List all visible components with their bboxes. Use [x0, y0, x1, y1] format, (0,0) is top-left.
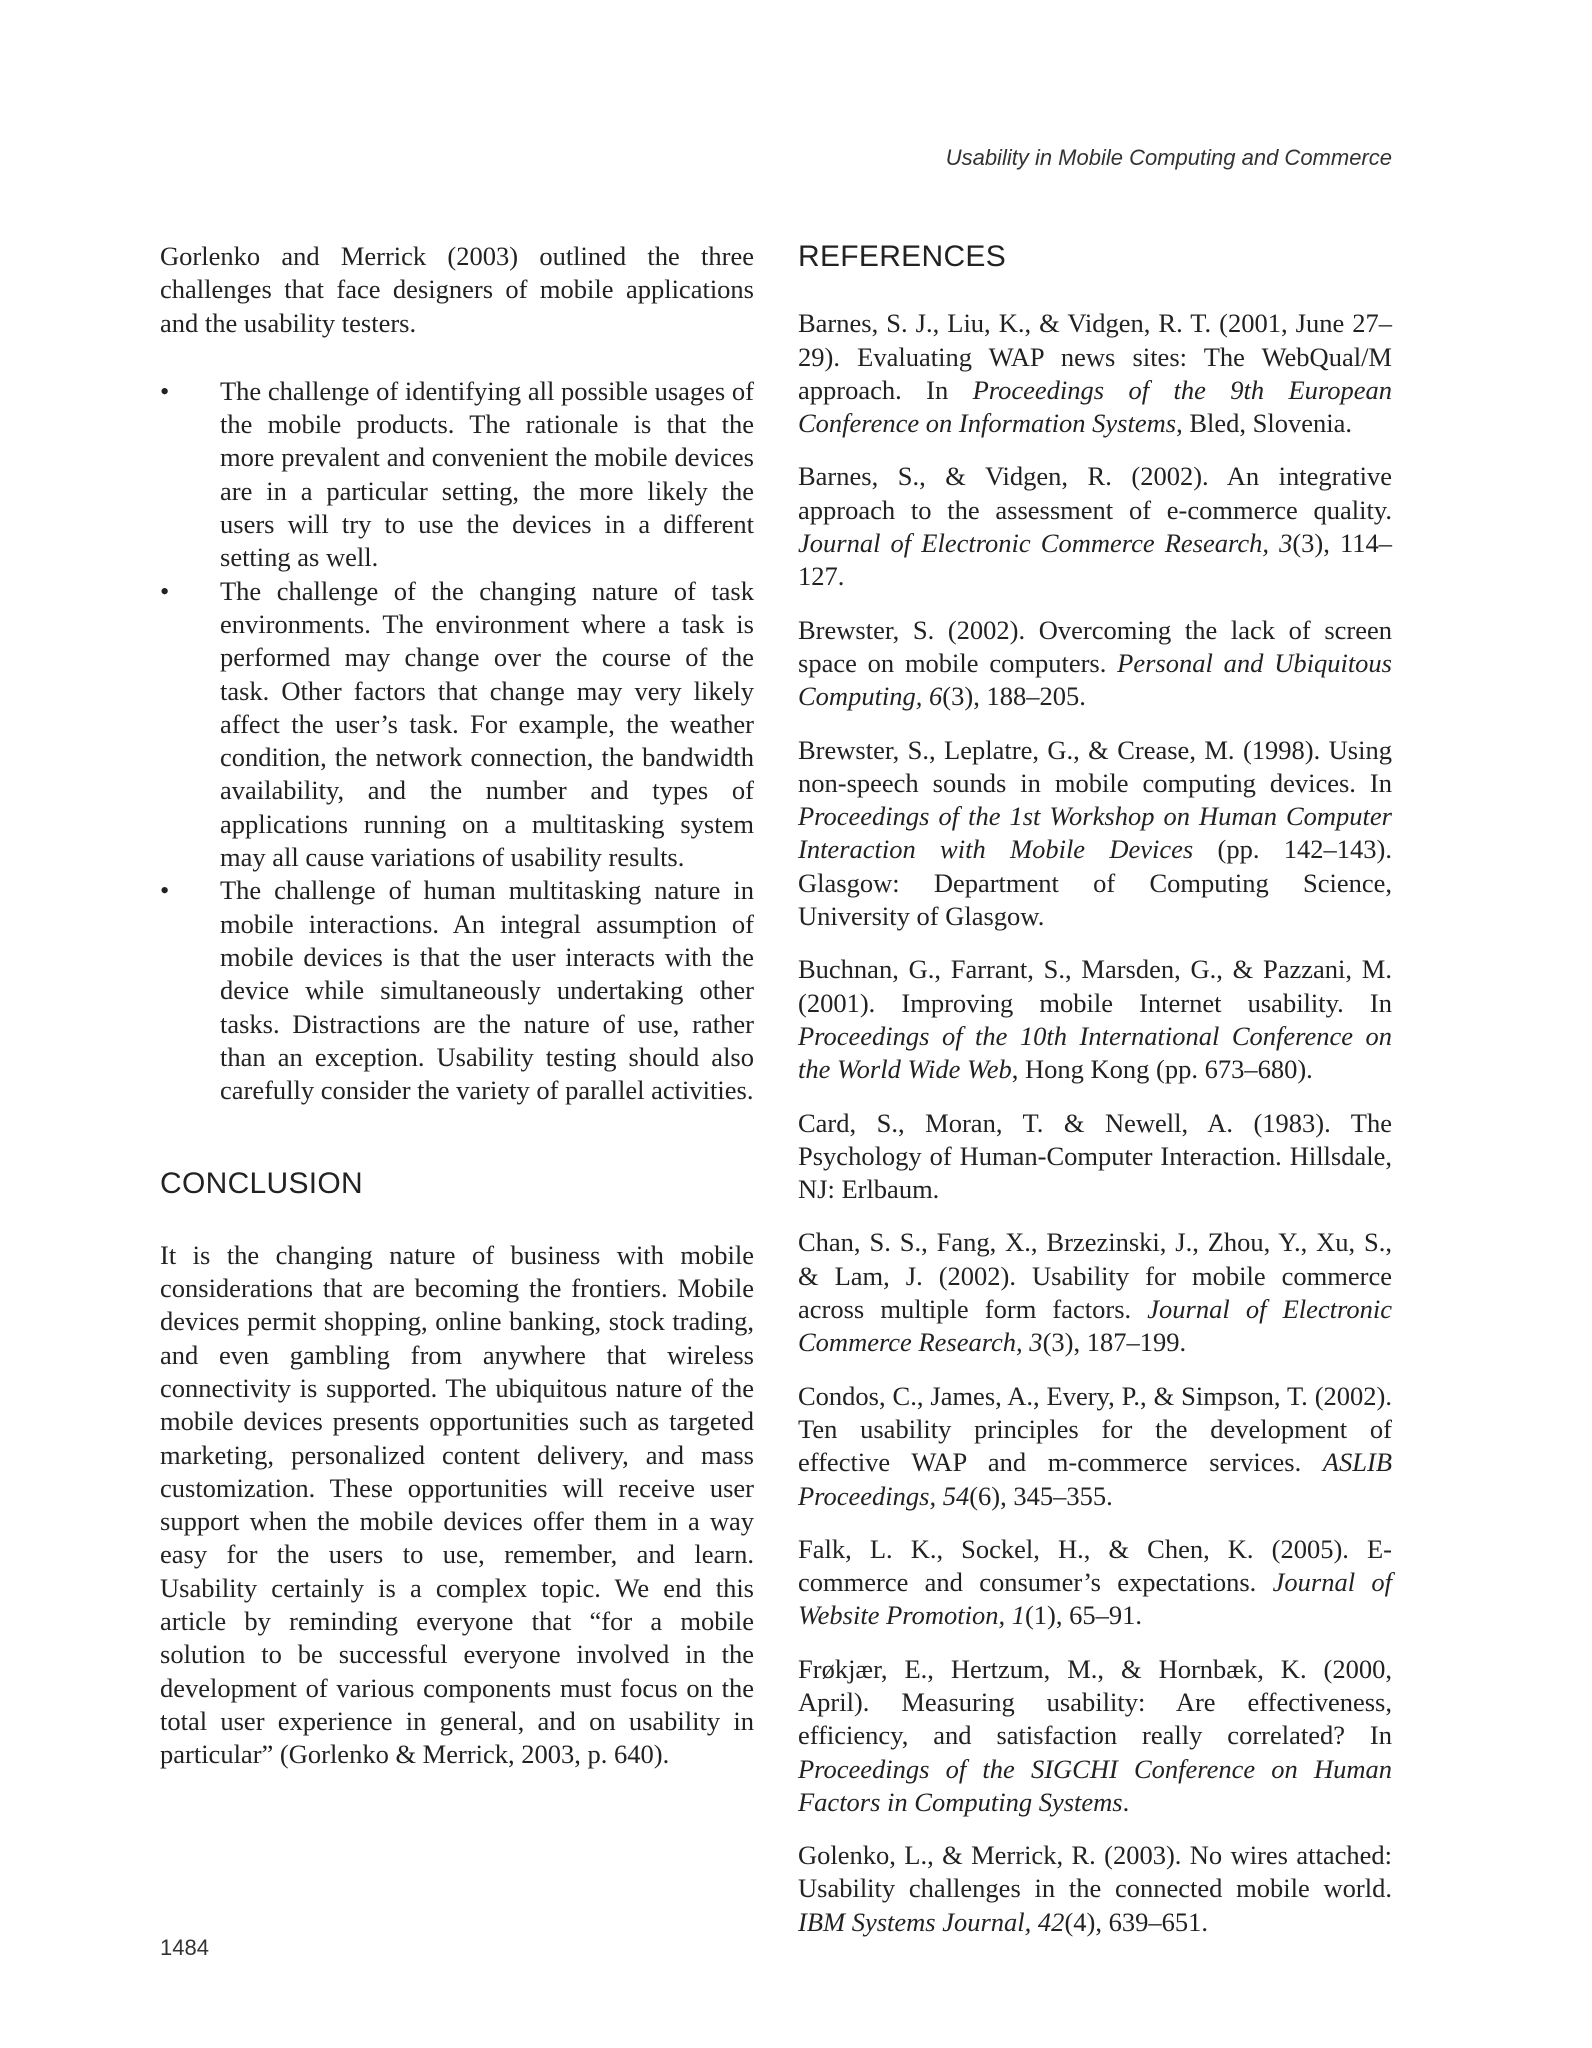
list-item	[160, 375, 754, 575]
reference-source: IBM Systems Journal, 42	[798, 1906, 1065, 1937]
reference-text: (1), 65–91.	[1024, 1600, 1142, 1631]
reference-source: Proceedings of the SIGCHI Conference on Human Factors in Computing Systems	[798, 1753, 1392, 1817]
reference-source: ASLIB Proceedings, 54	[798, 1447, 1392, 1511]
reference-text: Barnes, S. J., Liu, K., & Vidgen, R. T. (2001, June 27–29). Evaluating WAP news sites: The WebQual/M approach. In	[798, 308, 1392, 405]
reference-entry	[798, 1533, 1392, 1633]
list-item	[160, 575, 754, 875]
reference-text: (4), 639–651.	[1064, 1906, 1208, 1937]
reference-text: Chan, S. S., Fang, X., Brzezinski, J., Zhou, Y., Xu, S., & Lam, J. (2002). Usability for mobile commerce across multiple form factors.	[798, 1227, 1392, 1325]
reference-text: Brewster, S., Leplatre, G., & Crease, M. (1998). Using non-speech sounds in mobile computing devices. In	[798, 734, 1392, 798]
bullet-icon: •	[160, 375, 170, 406]
reference-text: Condos, C., James, A., Every, P., & Simpson, T. (2002). Ten usability principles for the development of effective WAP and m-commerce services.	[798, 1380, 1392, 1478]
conclusion-paragraph: It is the changing nature of business with mobile considerations that are becoming the frontiers. Mobile devices permit shopping, online banking, stock trading, and even gambling from anywhere that wireless connectivity is supported. The ubiquitous nature of the mobile devices presents opportunities such as targeted marketing, personalized content delivery, and mass customization. These opportunities will receive user support when the mobile devices offer them in a way easy for the users to use, remember, and learn. Usability certainly is a complex topic. We end this article by reminding everyone that “for a mobile solution to be successful everyone involved in the development of various components must focus on the total user experience in general, and on usability in particular” (Gorlenko & Merrick, 2003, p. 640).	[160, 1239, 754, 1770]
reference-text: Buchnan, G., Farrant, S., Marsden, G., & Pazzani, M. (2001). Improving mobile Internet usability. In	[798, 954, 1392, 1018]
reference-text: (3), 114–127.	[798, 528, 1393, 592]
running-head: Usability in Mobile Computing and Commerce	[945, 145, 1392, 170]
reference-source: Journal of Website Promotion, 1	[798, 1567, 1392, 1631]
reference-list	[798, 307, 1392, 1939]
reference-source: Journal of Electronic Commerce Research, 3	[798, 1294, 1392, 1358]
reference-entry	[798, 953, 1392, 1086]
reference-entry	[798, 1226, 1392, 1359]
reference-source: Proceedings of the 1st Workshop on Human Computer Interaction with Mobile Devices	[798, 801, 1392, 865]
reference-text: , Hong Kong (pp. 673–680).	[1011, 1054, 1313, 1085]
conclusion-heading: CONCLUSION	[160, 1167, 364, 1201]
reference-source: Journal of Electronic Commerce Research, 3	[798, 528, 1293, 559]
reference-text: Card, S., Moran, T. & Newell, A. (1983). The Psychology of Human-Computer Interaction. Hillsdale, NJ: Erlbaum.	[798, 1107, 1392, 1205]
reference-text: .	[1122, 1786, 1130, 1817]
right-column	[798, 240, 1392, 1959]
reference-text: Barnes, S., & Vidgen, R. (2002). An integrative approach to the assessment of e-commerce quality.	[798, 461, 1392, 525]
reference-entry	[798, 307, 1392, 440]
reference-text: , Bled, Slovenia.	[1176, 408, 1352, 439]
references-heading: REFERENCES	[798, 240, 1007, 273]
list-item-text: The challenge of the changing nature of task environments. The environment where a task is performed may change over the course of the task. Other factors that change may very likely affect the user’s task. For example, the weather condition, the network connection, the bandwidth availability, and the number and types of applications running on a multitasking system may all cause variations of usability results.	[220, 575, 754, 873]
reference-text: (6), 345–355.	[969, 1480, 1113, 1511]
reference-entry	[798, 1653, 1392, 1819]
reference-entry	[798, 1380, 1392, 1513]
reference-text: Golenko, L., & Merrick, R. (2003). No wires attached: Usability challenges in the connected mobile world.	[798, 1840, 1392, 1904]
reference-entry	[798, 734, 1392, 934]
intro-paragraph: Gorlenko and Merrick (2003) outlined the three challenges that face designers of mobile applications and the usability testers.	[160, 241, 754, 338]
list-item	[160, 874, 754, 1107]
reference-source: Personal and Ubiquitous Computing, 6	[798, 647, 1392, 712]
list-item-text: The challenge of human multitasking nature in mobile interactions. An integral assumption of mobile devices is that the user interacts with the device while simultaneously undertaking other tasks. Distractions are the nature of use, rather than an exception. Usability testing should also carefully consider the variety of parallel activities.	[220, 875, 754, 1106]
reference-text: Brewster, S. (2002). Overcoming the lack of screen space on mobile computers.	[798, 614, 1392, 678]
reference-text: (pp. 142–143). Glasgow: Department of Computing Science, University of Glasgow.	[798, 834, 1392, 932]
reference-text: (3), 188–205.	[942, 681, 1086, 712]
page-number: 1484	[160, 1935, 209, 1960]
left-column	[160, 240, 754, 1771]
bullet-icon: •	[160, 875, 170, 906]
reference-entry	[798, 1839, 1392, 1939]
reference-text: (3), 187–199.	[1042, 1327, 1187, 1358]
reference-entry	[798, 1107, 1392, 1207]
list-item-text: The challenge of identifying all possible usages of the mobile products. The rationale is that the more prevalent and convenient the mobile devices are in a particular setting, the more likely the users will try to use the devices in a different setting as well.	[220, 375, 754, 573]
reference-entry	[798, 614, 1392, 714]
reference-source: Proceedings of the 10th International Conference on the World Wide Web	[798, 1020, 1392, 1085]
bullet-icon: •	[160, 575, 170, 606]
reference-entry	[798, 460, 1392, 593]
reference-text: Falk, L. K., Sockel, H., & Chen, K. (2005). E-commerce and consumer’s expectations.	[798, 1533, 1392, 1598]
challenge-list	[160, 375, 754, 1108]
reference-text: Frøkjær, E., Hertzum, M., & Hornbæk, K. (2000, April). Measuring usability: Are effectiveness, efficiency, and satisfaction really correlated? In	[798, 1653, 1392, 1751]
reference-source: Proceedings of the 9th European Conference on Information Systems	[798, 374, 1393, 439]
